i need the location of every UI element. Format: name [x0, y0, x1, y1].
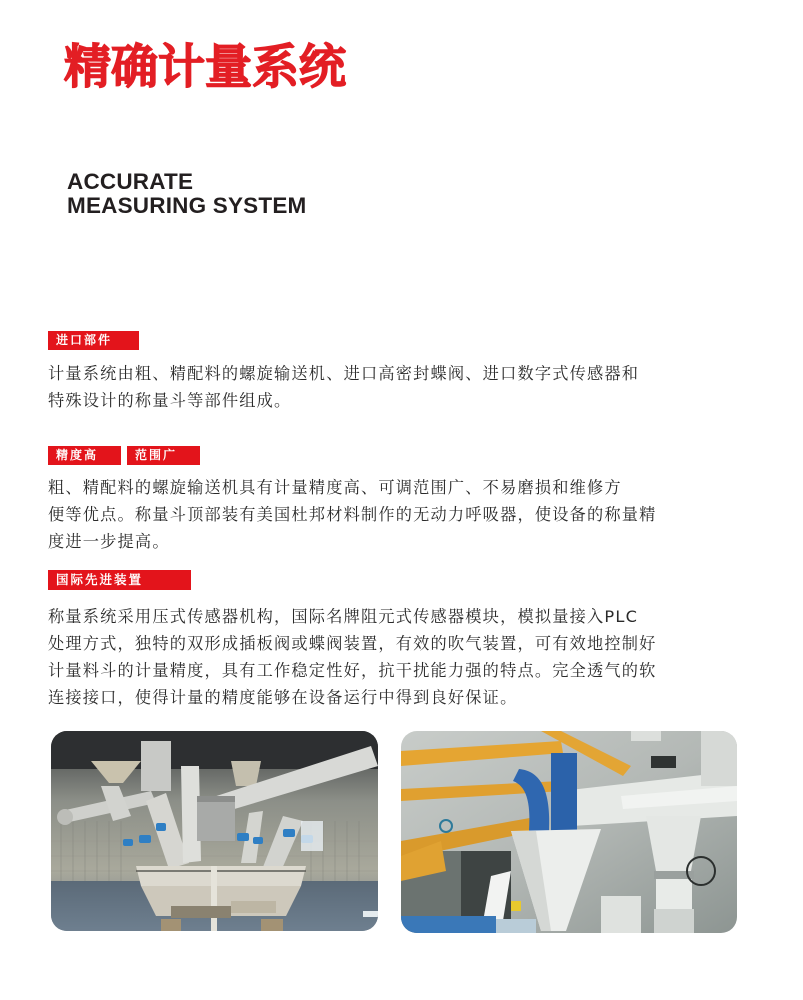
page-title-english — [67, 170, 306, 218]
page-title-english-line-2: MEASURING SYSTEM — [67, 193, 307, 218]
weighing-hopper-illustration — [51, 731, 378, 931]
paragraph-line: 特殊设计的称量斗等部件组成。 — [48, 391, 292, 410]
section-tag-high-precision: 精度高 — [48, 446, 121, 465]
paragraph-line: 称量系统采用压式传感器机构，国际名牌阻元式传感器模块，模拟量接入PLC — [48, 607, 639, 626]
photo-weighing-hopper — [51, 731, 378, 931]
page-title-english-line-1: ACCURATE — [67, 169, 194, 194]
section-imported-parts-text — [48, 360, 728, 414]
photo-hopper-blue-connectors — [401, 731, 737, 933]
page-title-chinese: 精确计量系统 — [64, 40, 346, 95]
section-tag-wide-range: 范围广 — [127, 446, 200, 465]
paragraph-line: 便等优点。称量斗顶部装有美国杜邦材料制作的无动力呼吸器，使设备的称量精 — [48, 505, 657, 524]
paragraph-line: 粗、精配料的螺旋输送机具有计量精度高、可调范围广、不易磨损和维修方 — [48, 478, 622, 497]
paragraph-line: 计量料斗的计量精度，具有工作稳定性好，抗干扰能力强的特点。完全透气的软 — [48, 661, 657, 680]
paragraph-line: 计量系统由粗、精配料的螺旋输送机、进口高密封蝶阀、进口数字式传感器和 — [48, 364, 640, 383]
section-precision-text — [48, 474, 728, 555]
paragraph-line: 连接接口，使得计量的精度能够在设备运行中得到良好保证。 — [48, 688, 518, 707]
section-tag-imported-parts: 进口部件 — [48, 331, 139, 350]
paragraph-line: 处理方式，独特的双形成插板阀或蝶阀装置，有效的吹气装置，可有效地控制好 — [48, 634, 657, 653]
hopper-blue-connectors-illustration — [401, 731, 737, 933]
section-tag-advanced-device: 国际先进装置 — [48, 570, 191, 590]
section-advanced-device-text — [48, 603, 728, 711]
paragraph-line: 度进一步提高。 — [48, 532, 170, 551]
